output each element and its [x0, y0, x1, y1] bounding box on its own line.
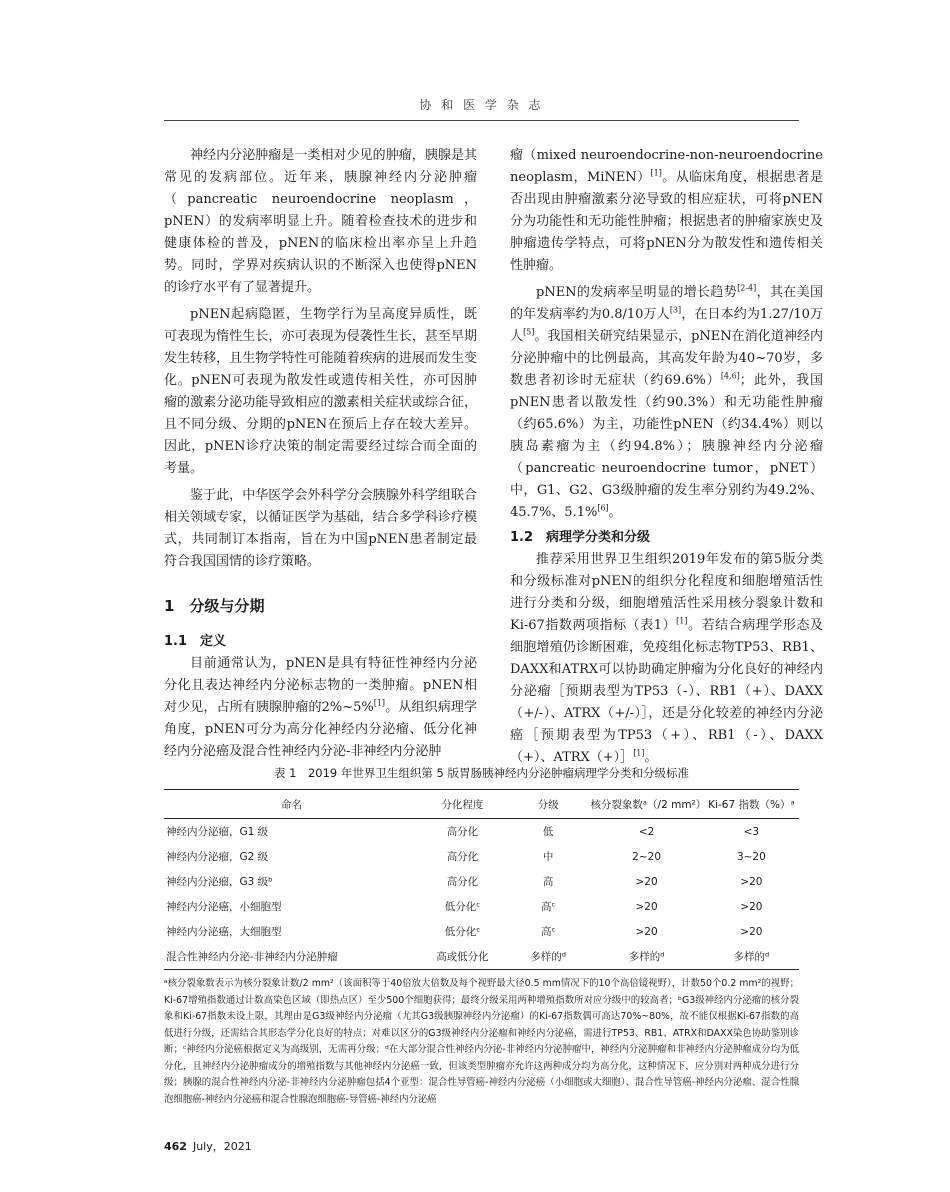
cell-name: 神经内分泌瘤，G1 级 — [166, 826, 269, 838]
citation-ref: [6] — [597, 503, 609, 513]
left-column — [164, 145, 477, 763]
right-column — [510, 145, 823, 769]
cell-ki67: <3 — [743, 825, 760, 838]
citation-ref: [1] — [373, 698, 386, 708]
cell-mitotic-count: <2 — [638, 825, 655, 838]
col-header-mitotic-count: 核分裂象数ᵃ（/2 mm²） — [590, 798, 707, 811]
cell-differentiation: 低分化ᶜ — [444, 926, 481, 938]
classification-table — [164, 789, 799, 970]
cell-mitotic-count: 2~20 — [632, 850, 661, 863]
cell-name: 神经内分泌癌，大细胞型 — [166, 926, 282, 938]
cell-ki67: >20 — [740, 875, 763, 888]
cell-name: 混合性神经内分泌-非神经内分泌肿瘤 — [166, 951, 338, 963]
pathology-paragraph: 推荐采用世界卫生组织2019年发布的第5版分类和分级标准对pNEN的组织分化程度和细胞增殖活性进行分类和分级，细胞增殖活性采用核分裂象计数和Ki-67指数两项指标（表1）[1]。若结合病理学形态及细胞增殖仍诊断困难，免疫组化标志物TP53、RB1、DAXX和ATRX可以协助确定肿瘤为分化良好的神经内分泌瘤［预期表型为TP53（-）、RB1（+）、DAXX（+/-）、ATRX（+/-）］，还是分化较差的神经内分泌癌［预期表型为TP53（+）、RB1（-）、DAXX（+）、ATRX（+）］[1]。 — [510, 552, 823, 765]
intro-paragraph-1: 神经内分泌肿瘤是一类相对少见的肿瘤，胰腺是其常见的发病部位。近年来，胰腺神经内分泌肿瘤（pancreatic neuroendocrine neoplasm，pNEN）的发病率明显上升。随着检查技术的进步和健康体检的普及，pNEN的临床检出率亦呈上升趋势。同时，学界对疾病认识的不断深入也使得pNEN的诊疗水平有了显著提升。 — [164, 148, 477, 295]
cell-grade: 高ᶜ — [540, 901, 556, 913]
col-header-name: 命名 — [281, 798, 302, 811]
col-header-grade: 分级 — [537, 798, 559, 811]
cell-differentiation: 高分化 — [446, 826, 479, 838]
cell-differentiation: 低分化ᶜ — [444, 901, 481, 913]
page-number: 462 — [164, 1140, 187, 1153]
cell-grade: 高ᶜ — [540, 926, 556, 938]
cell-mitotic-count: >20 — [635, 875, 658, 888]
classification-table-block — [164, 765, 799, 1108]
col-header-differentiation: 分化程度 — [441, 798, 484, 811]
incidence-paragraph: pNEN的发病率呈明显的增长趋势[2-4]，其在美国的年发病率约为0.8/10万人[3]，在日本约为1.27/10万人[5]。我国相关研究结果显示，pNEN在消化道神经内分泌肿瘤中的比例最高，其高发年龄为40~70岁，多数患者初诊时无症状（约69.6%）[4,6]；此外，我国pNEN患者以散发性（约90.3%）和无功能性肿瘤（约65.6%）为主，功能性pNEN（约34.4%）则以胰岛素瘤为主（约94.8%）；胰腺神经内分泌瘤（pancreatic neuroendocrine tumor，pNET）中，G1、G2、G3级肿瘤的发生率分别约为49.2%、45.7%、5.1%[6]。 — [510, 283, 823, 520]
table-header-row — [164, 790, 799, 819]
col-header-ki67: Ki-67 指数（%）ᵃ — [708, 798, 795, 811]
cell-grade: 中 — [542, 851, 554, 863]
table-row — [164, 894, 799, 919]
subsection-heading-pathology: 1.2 病理学分类和分级 — [510, 530, 651, 545]
citation-ref: [3] — [669, 305, 682, 315]
cell-name: 神经内分泌癌，小细胞型 — [166, 901, 282, 913]
citation-ref: [4,6] — [720, 371, 740, 381]
cell-differentiation: 高分化 — [446, 851, 479, 863]
definition-continuation: 瘤（mixed neuroendocrine-non-neuroendocrine neoplasm，MiNEN）[1]。从临床角度，根据患者是否出现由肿瘤激素分泌导致的相应症状，可将pNEN分为功能性和无功能性肿瘤；根据患者的肿瘤家族史及肿瘤遗传学特点，可将pNEN分为散发性和遗传相关性肿瘤。 — [510, 148, 823, 273]
cell-name: 神经内分泌瘤，G2 级 — [166, 851, 269, 863]
cell-ki67: >20 — [740, 900, 763, 913]
citation-ref: [1] — [633, 748, 645, 758]
definition-paragraph: 目前通常认为，pNEN是具有特征性神经内分泌分化且表达神经内分泌标志物的一类肿瘤。pNEN相对少见，占所有胰腺肿瘤的2%~5%[1]。从组织病理学角度，pNEN可分为高分化神经内分泌瘤、低分化神经内分泌癌及混合性神经内分泌-非神经内分泌肿 — [164, 656, 477, 759]
cell-ki67: 3~20 — [736, 850, 766, 863]
citation-ref: [1] — [650, 168, 662, 178]
table-title: 表 1 2019 年世界卫生组织第 5 版胃肠胰神经内分泌肿瘤病理学分类和分级标准 — [273, 766, 690, 780]
table-footnote: ᵃ核分裂象数表示为核分裂象计数/2 mm²（该面积等于40倍放大倍数及每个视野最大径0.5 mm情况下的10个高倍镜视野），计数50个0.2 mm²的视野；Ki-67增殖指数通过计数高染色区域（即热点区）至少500个细胞获得；最终分级采用两种增殖指数所对应分级中的较高者；ᵇG3级神经内分泌瘤的核分裂象和Ki-67指数未设上限，其理由是G3级神经内分泌瘤（尤其G3级胰腺神经内分泌瘤）的Ki-67指数偶可高达70%~80%，故不能仅根据Ki-67指数的高低进行分级，还需结合其形态学分化良好的特点；对难以区分的G3级神经内分泌瘤和神经内分泌癌，需进行TP53、RB1、ATRX和DAXX染色协助鉴别诊断；ᶜ神经内分泌癌根据定义为高级别，无需再分级；ᵈ在大部分混合性神经内分泌-非神经内分泌肿瘤中，神经内分泌肿瘤和非神经内分泌肿瘤成分均为低分化，且神经内分泌肿瘤成分的增殖指数与其他神经内分泌癌一致，但该类型肿瘤亦允许这两种成分均为高分化，这种情况下，应分别对两种成分进行分级；胰腺的混合性神经内分泌-非神经内分泌肿瘤包括4个亚型：混合性导管癌-神经内分泌癌（小细胞或大细胞）、混合性导管癌-神经内分泌瘤、混合性腺泡细胞癌-神经内分泌癌和混合性腺泡细胞癌-导管癌-神经内分泌癌 — [164, 978, 799, 1105]
cell-mitotic-count: >20 — [635, 925, 658, 938]
cell-ki67: 多样的ᵈ — [733, 951, 770, 963]
header-divider — [164, 120, 799, 121]
cell-mitotic-count: 多样的ᵈ — [628, 951, 665, 963]
table-row — [164, 819, 799, 845]
cell-differentiation: 高或低分化 — [436, 951, 489, 963]
section-heading-grading: 1 分级与分期 — [164, 597, 265, 615]
issue-date: July，2021 — [192, 1140, 252, 1153]
intro-paragraph-3: 鉴于此，中华医学会外科学分会胰腺外科学组联合相关领域专家，以循证医学为基础，结合多学科诊疗模式，共同制订本指南，旨在为中国pNEN患者制定最符合我国国情的诊疗策略。 — [164, 488, 477, 569]
citation-ref: [2-4] — [737, 283, 757, 293]
cell-name: 神经内分泌瘤，G3 级ᵇ — [166, 876, 273, 888]
cell-ki67: >20 — [740, 925, 763, 938]
subsection-heading-definition: 1.1 定义 — [164, 634, 227, 649]
citation-ref: [1] — [676, 616, 688, 626]
cell-grade: 高 — [542, 876, 554, 888]
cell-grade: 多样的ᵈ — [530, 951, 567, 963]
journal-header: 协 和 医 学 杂 志 — [419, 98, 544, 112]
table-row — [164, 844, 799, 869]
table-row — [164, 919, 799, 944]
table-row — [164, 944, 799, 970]
cell-differentiation: 高分化 — [446, 876, 479, 888]
table-row — [164, 869, 799, 894]
cell-grade: 低 — [542, 826, 554, 838]
intro-paragraph-2: pNEN起病隐匿，生物学行为呈高度异质性，既可表现为惰性生长，亦可表现为侵袭性生长，甚至早期发生转移，且生物学特性可能随着疾病的进展而发生变化。pNEN可表现为散发性或遗传相关性，亦可因肿瘤的激素分泌功能导致相应的激素相关症状或综合征，且不同分级、分期的pNEN在预后上存在较大差异。因此，pNEN诊疗决策的制定需要经过综合而全面的考量。 — [164, 307, 477, 476]
cell-mitotic-count: >20 — [635, 900, 658, 913]
page-footer — [164, 1138, 252, 1154]
citation-ref: [5] — [523, 327, 535, 337]
